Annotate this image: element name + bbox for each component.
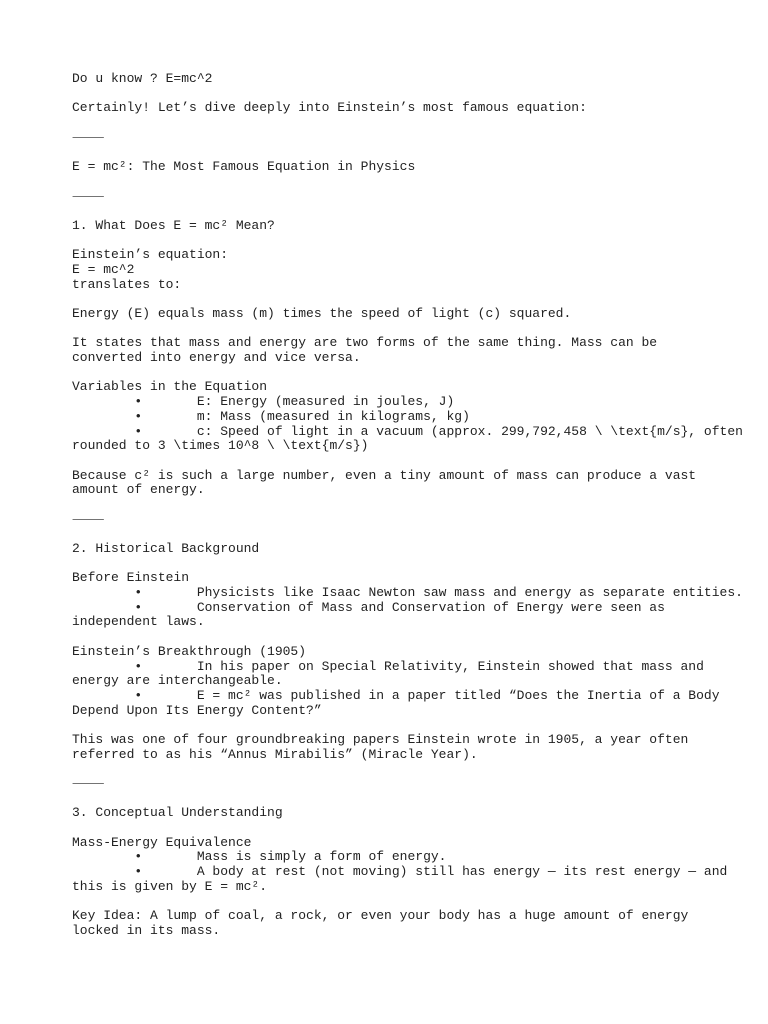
text-line: this is given by E = mc². xyxy=(72,878,268,894)
text-line: • E = mc² was published in a paper titled “Does the Inertia of a Body xyxy=(72,687,720,703)
text-line: E = mc^2 xyxy=(72,261,135,277)
blank-line xyxy=(72,895,702,910)
text-line: • Mass is simply a form of energy. xyxy=(72,849,447,865)
blank-line xyxy=(72,821,702,836)
blank-line xyxy=(72,718,702,733)
blank-line xyxy=(72,234,702,249)
text-line: • E: Energy (measured in joules, J) xyxy=(72,394,455,410)
section-divider: ⸻ xyxy=(72,511,104,527)
text-line: • In his paper on Special Relativity, Einstein showed that mass and xyxy=(72,658,704,674)
text-line: • Physicists like Isaac Newton saw mass and energy as separate entities. xyxy=(72,585,743,601)
text-line: locked in its mass. xyxy=(72,922,221,938)
section-divider: ⸻ xyxy=(72,776,104,791)
text-line: amount of energy. xyxy=(72,482,205,498)
text-line: It states that mass and energy are two forms of the same thing. Mass can be xyxy=(72,335,658,351)
blank-line xyxy=(72,366,702,381)
text-line: Depend Upon Its Energy Content?” xyxy=(72,702,322,718)
section-divider: ⸻ xyxy=(72,129,104,145)
blank-line xyxy=(72,498,702,513)
blank-line xyxy=(72,322,702,337)
blank-line xyxy=(72,87,702,102)
text-line: referred to as his “Annus Mirabilis” (Miracle Year). xyxy=(72,746,478,762)
text-line: Einstein’s Breakthrough (1905) xyxy=(72,643,307,659)
blank-line xyxy=(72,454,702,469)
section-divider: ⸻ xyxy=(72,188,104,204)
text-line: • c: Speed of light in a vacuum (approx. 299,792,458 \ \text{m/s}, often xyxy=(72,423,743,439)
text-line: translates to: xyxy=(72,276,182,292)
text-line: • m: Mass (measured in kilograms, kg) xyxy=(72,408,470,424)
text-line: • A body at rest (not moving) still has energy — its rest energy — and xyxy=(72,864,728,880)
text-line: Mass-Energy Equivalence xyxy=(72,834,252,850)
text-line: Before Einstein xyxy=(72,570,190,586)
text-line: converted into energy and vice versa. xyxy=(72,350,361,366)
text-line: Einstein’s equation: xyxy=(72,247,229,263)
text-line: • Conservation of Mass and Conservation of Energy were seen as xyxy=(72,599,665,615)
text-line: E = mc²: The Most Famous Equation in Physics xyxy=(72,159,416,175)
text-line: rounded to 3 \times 10^8 \ \text{m/s}) xyxy=(72,438,369,454)
text-line: Key Idea: A lump of coal, a rock, or even your body has a huge amount of energy xyxy=(72,908,689,924)
text-line: This was one of four groundbreaking papers Einstein wrote in 1905, a year often xyxy=(72,731,689,747)
blank-line xyxy=(72,762,702,777)
blank-line xyxy=(72,292,702,307)
blank-line xyxy=(72,145,702,160)
text-line: Variables in the Equation xyxy=(72,379,268,395)
text-line: 1. What Does E = mc² Mean? xyxy=(72,217,275,233)
text-line: 3. Conceptual Understanding xyxy=(72,805,283,821)
blank-line xyxy=(72,116,702,131)
blank-line xyxy=(72,175,702,190)
blank-line xyxy=(72,204,702,219)
document-page xyxy=(72,71,743,939)
text-line: energy are interchangeable. xyxy=(72,673,283,689)
text-line: Energy (E) equals mass (m) times the speed of light (c) squared. xyxy=(72,306,572,321)
blank-line xyxy=(72,792,702,807)
blank-line xyxy=(72,630,702,645)
blank-line xyxy=(72,527,702,542)
text-line: 2. Historical Background xyxy=(72,541,260,556)
text-line: independent laws. xyxy=(72,614,205,630)
blank-line xyxy=(72,557,702,572)
text-line: Certainly! Let’s dive deeply into Einstein’s most famous equation: xyxy=(72,100,587,116)
text-line: Because c² is such a large number, even a tiny amount of mass can produce a vast xyxy=(72,467,697,483)
text-line: Do u know ? E=mc^2 xyxy=(72,71,213,86)
